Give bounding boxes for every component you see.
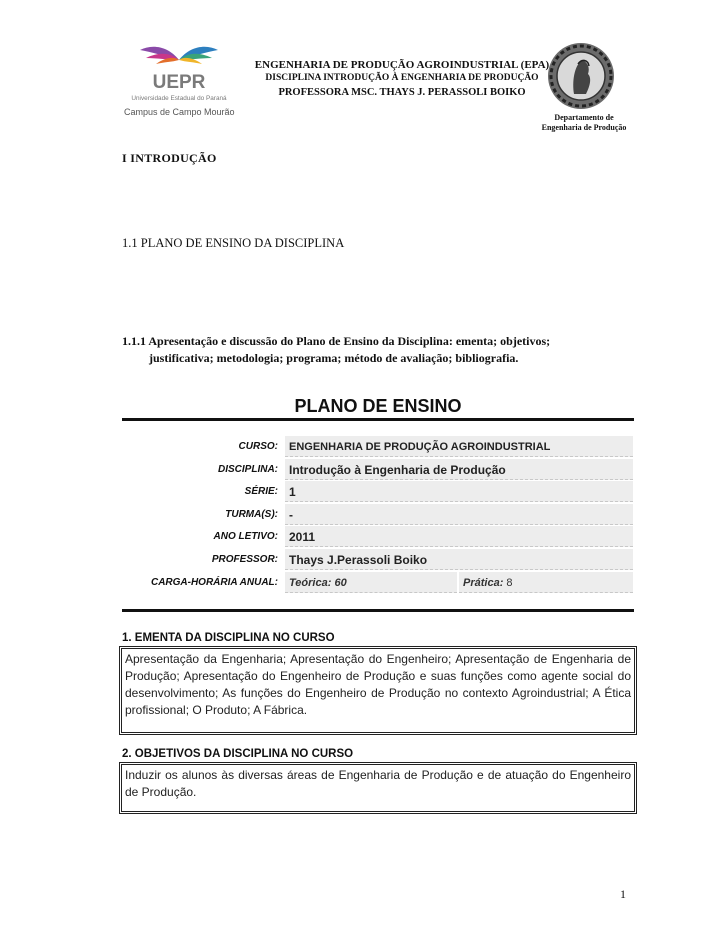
info-label: PROFESSOR: xyxy=(211,553,278,565)
info-value: 1 xyxy=(285,481,633,502)
header-discipline: DISCIPLINA INTRODUÇÃO À ENGENHARIA DE PRODUÇÃO xyxy=(265,73,539,83)
ementa-box: Apresentação da Engenharia; Apresentação do Engenheiro; Apresentação de Engenharia de Produção; Apresentação do Engenheiro de Produção e suas funções como agente social do desenvolvimento; As funções do Engenheiro de Produção no contexto Agroindustrial; A Ética profissional; O Produto; A Fábrica. xyxy=(119,646,637,735)
info-row-turma xyxy=(122,504,634,527)
campus-label: Campus de Campo Mourão xyxy=(124,107,235,117)
uepr-logo xyxy=(118,38,240,108)
divider-top xyxy=(122,418,634,421)
info-row-disciplina xyxy=(122,459,634,482)
info-label: CURSO: xyxy=(238,441,278,452)
svg-text:UEPR: UEPR xyxy=(152,72,206,93)
ementa-title: 1. EMENTA DA DISCIPLINA NO CURSO xyxy=(122,632,335,644)
info-label: ANO LETIVO: xyxy=(213,531,278,543)
info-label: TURMA(S): xyxy=(225,508,278,520)
plano-info-table xyxy=(122,436,634,594)
divider-bottom xyxy=(122,609,634,612)
header-professor: PROFESSORA MSC. THAYS J. PERASSOLI BOIKO xyxy=(278,87,526,98)
section-introducao: I INTRODUÇÃO xyxy=(122,151,217,165)
butterfly-icon xyxy=(140,47,218,64)
objetivos-title: 2. OBJETIVOS DA DISCIPLINA NO CURSO xyxy=(122,748,354,760)
carga-teorica: Teórica: 60 xyxy=(285,572,457,593)
svg-text:Universidade Estadual do Paran: Universidade Estadual do Paraná xyxy=(131,95,227,102)
section-apresentacao: 1.1.1 Apresentação e discussão do Plano de Ensino da Disciplina: ementa; objetivos; justificativa; metodologia; programa; método de avaliação; bibliografia. xyxy=(122,334,551,365)
info-label: SÉRIE: xyxy=(244,486,278,498)
page-number: 1 xyxy=(620,887,626,901)
department-seal-icon xyxy=(544,38,618,118)
carga-pratica: Prática: 8 xyxy=(459,572,633,593)
info-value: 2011 xyxy=(285,526,633,547)
info-label: CARGA-HORÁRIA ANUAL: xyxy=(150,576,278,588)
seal-caption: Departamento de Engenharia de Produção xyxy=(541,113,627,132)
info-value: ENGENHARIA DE PRODUÇÃO AGROINDUSTRIAL xyxy=(285,436,633,457)
info-row-professor xyxy=(122,549,634,572)
info-row-serie xyxy=(122,481,634,504)
info-row-carga-horaria xyxy=(122,572,634,595)
info-label: DISCIPLINA: xyxy=(218,463,278,475)
info-row-ano-letivo xyxy=(122,526,634,549)
info-row-curso xyxy=(122,436,634,459)
info-value: Thays J.Perassoli Boiko xyxy=(285,549,633,570)
info-value: Introdução à Engenharia de Produção xyxy=(285,459,633,480)
header-course: ENGENHARIA DE PRODUÇÃO AGROINDUSTRIAL (EPA) xyxy=(254,59,550,71)
objetivos-box: Induzir os alunos às diversas áreas de Engenharia de Produção e de atuação do Engenheiro de Produção. xyxy=(119,762,637,814)
info-value: - xyxy=(285,504,633,525)
plano-de-ensino-title: PLANO DE ENSINO xyxy=(294,396,462,416)
section-plano-de-ensino: 1.1 PLANO DE ENSINO DA DISCIPLINA xyxy=(122,236,345,250)
